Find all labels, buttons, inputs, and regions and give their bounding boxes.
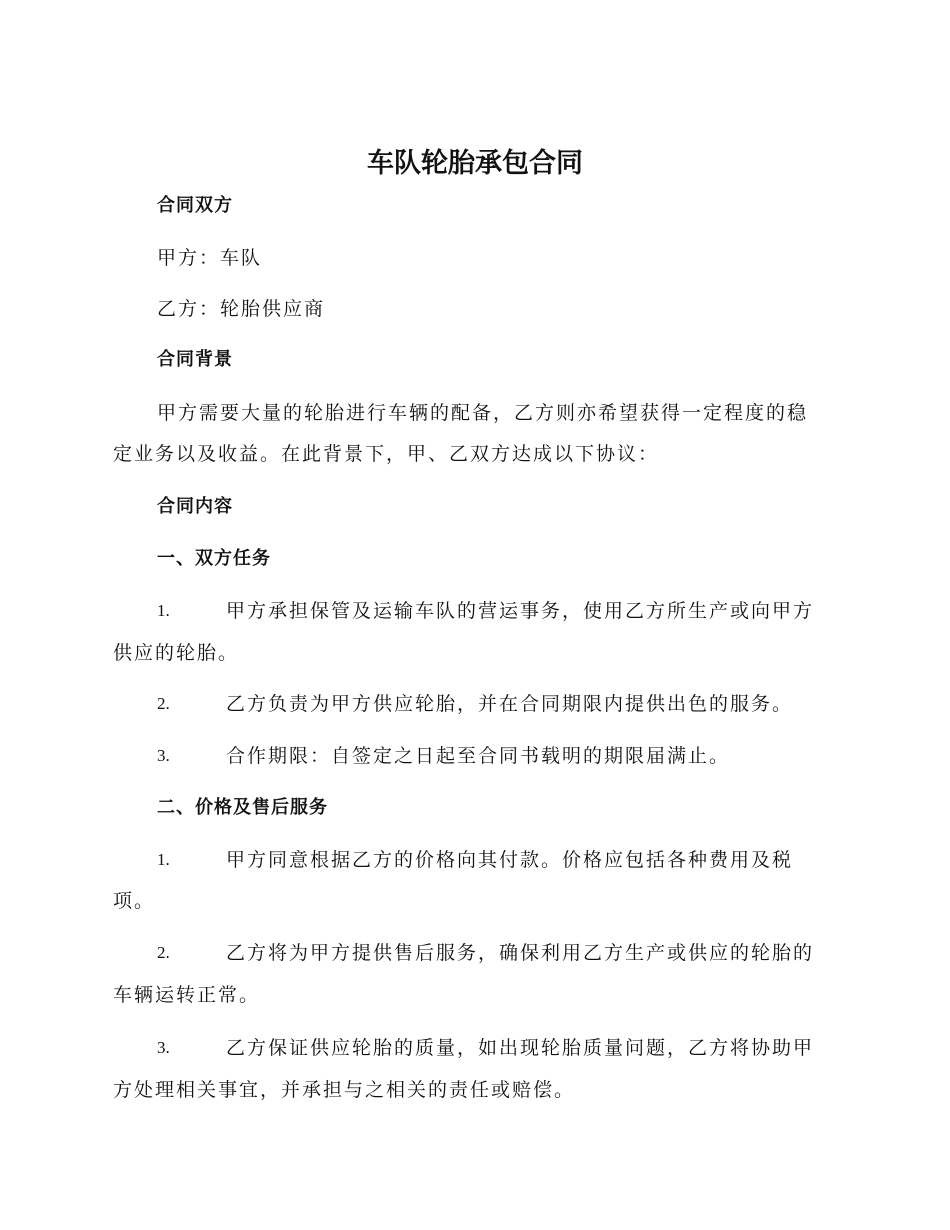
item-text-continuation: 项。 <box>113 890 156 912</box>
background-paragraph-line-1: 甲方需要大量的轮胎进行车辆的配备，乙方则亦希望获得一定程度的稳 <box>157 402 809 424</box>
item-text-continuation: 方处理相关事宜，并承担与之相关的责任或赔偿。 <box>113 1079 576 1101</box>
item-text: 甲方承担保管及运输车队的营运事务，使用乙方所生产或向甲方 <box>226 600 815 622</box>
document-title: 车队轮胎承包合同 <box>367 148 583 179</box>
section-heading-parties: 合同双方 <box>157 195 233 216</box>
item-number: 2. <box>157 943 170 962</box>
item-text: 乙方负责为甲方供应轮胎，并在合同期限内提供出色的服务。 <box>226 693 794 715</box>
item-number: 3. <box>157 1038 170 1057</box>
list-item <box>0 587 950 635</box>
item-text: 甲方同意根据乙方的价格向其付款。价格应包括各种费用及税 <box>226 849 794 871</box>
party-b: 乙方：轮胎供应商 <box>157 298 326 320</box>
item-text-continuation: 车辆运转正常。 <box>113 984 261 1006</box>
background-paragraph-line-2: 定业务以及收益。在此背景下，甲、乙双方达成以下协议： <box>113 443 660 465</box>
item-text: 合作期限：自签定之日起至合同书载明的期限届满止。 <box>226 745 731 767</box>
party-a: 甲方：车队 <box>157 247 263 269</box>
item-text: 乙方将为甲方提供售后服务，确保利用乙方生产或供应的轮胎的 <box>226 942 815 964</box>
list-item <box>0 680 950 728</box>
list-item <box>0 1024 950 1072</box>
item-text: 乙方保证供应轮胎的质量，如出现轮胎质量问题，乙方将协助甲 <box>226 1037 815 1059</box>
item-text-continuation: 供应的轮胎。 <box>113 642 240 664</box>
section-heading-content: 合同内容 <box>157 496 233 517</box>
list-item <box>0 929 950 977</box>
item-number: 3. <box>157 746 170 765</box>
section-heading-price-service: 二、价格及售后服务 <box>157 797 328 818</box>
item-number: 1. <box>157 601 170 620</box>
item-number: 2. <box>157 694 170 713</box>
section-heading-tasks: 一、双方任务 <box>157 548 271 569</box>
item-number: 1. <box>157 850 170 869</box>
list-item <box>0 732 950 780</box>
section-heading-background: 合同背景 <box>157 349 233 370</box>
